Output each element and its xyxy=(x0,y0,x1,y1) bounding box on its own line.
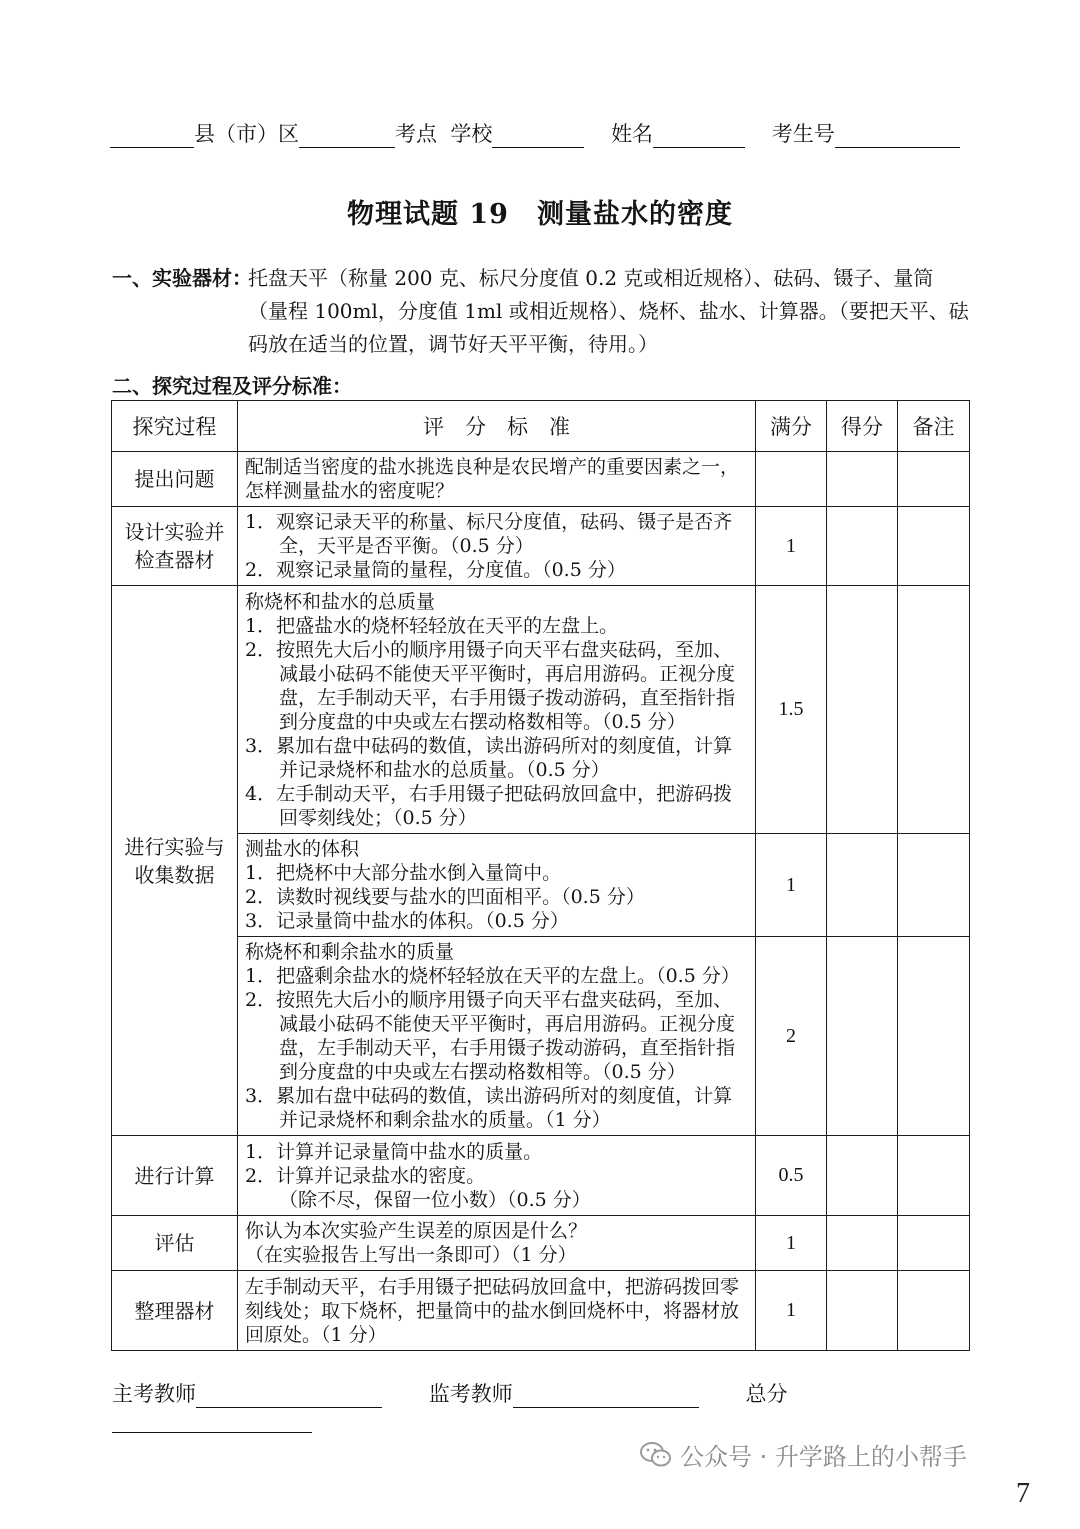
score-input-cell[interactable] xyxy=(827,507,898,586)
criteria-line: 1．把盛盐水的烧杯轻轻放在天平的左盘上。 xyxy=(245,614,619,637)
page-title: 物理试题 19 测量盐水的密度 xyxy=(347,199,733,230)
stage-cell: 设计实验并检查器材 xyxy=(112,507,238,586)
header-note: 备注 xyxy=(898,401,970,452)
header-full-score: 满分 xyxy=(756,401,827,452)
watermark-text: 公众号 · 升学路上的小帮手 xyxy=(680,1443,967,1471)
criteria-line: 左手制动天平，右手用镊子把砝码放回盒中，把游码拨回零刻线处；取下烧杯，把量筒中的盐水倒回烧杯中，将器材放回原处。（1 分） xyxy=(245,1275,740,1346)
scoring-table xyxy=(111,400,970,1351)
exam-site-label: 考点 xyxy=(395,122,437,146)
criteria-line: （在实验报告上写出一条即可）（1 分） xyxy=(245,1244,577,1266)
table-row xyxy=(112,937,970,1136)
note-cell[interactable] xyxy=(898,937,970,1136)
criteria-line: 1．计算并记录量筒中盐水的质量。 xyxy=(245,1140,543,1163)
criteria-cell xyxy=(238,937,756,1136)
criteria-heading: 测盐水的体积 xyxy=(245,838,360,860)
note-cell[interactable] xyxy=(898,1216,970,1271)
criteria-cell xyxy=(238,507,756,586)
school-blank[interactable] xyxy=(492,123,584,148)
criteria-line: 2．观察记录量筒的量程，分度值。（0.5 分） xyxy=(245,559,626,581)
note-cell[interactable] xyxy=(898,586,970,834)
header-score-got: 得分 xyxy=(827,401,898,452)
criteria-cell xyxy=(238,452,756,507)
criteria-heading: 称烧杯和盐水的总质量 xyxy=(245,590,436,613)
criteria-cell xyxy=(238,1216,756,1271)
table-row xyxy=(112,1271,970,1351)
criteria-line: 3．累加右盘中砝码的数值，读出游码所对的刻度值，计算并记录烧杯和盐水的总质量。（0.5 分） xyxy=(245,734,733,781)
school-label: 学校 xyxy=(450,122,493,146)
criteria-line: 你认为本次实验产生误差的原因是什么？ xyxy=(245,1220,588,1242)
criteria-cell xyxy=(238,834,756,937)
watermark xyxy=(640,1437,967,1475)
criteria-line: 1．把盛剩余盐水的烧杯轻轻放在天平的左盘上。（0.5 分） xyxy=(245,965,740,987)
score-input-cell[interactable] xyxy=(827,1271,898,1351)
equipment-label: 一、实验器材： xyxy=(112,266,252,290)
score-input-cell[interactable] xyxy=(827,452,898,507)
name-label: 姓名 xyxy=(611,122,654,146)
table-row xyxy=(112,586,970,834)
criteria-line: 3．累加右盘中砝码的数值，读出游码所对的刻度值，计算并记录烧杯和剩余盐水的质量。（1 分） xyxy=(245,1085,733,1131)
page-number: 7 xyxy=(1016,1478,1030,1509)
score-input-cell[interactable] xyxy=(827,834,898,937)
criteria-line: 2．按照先大后小的顺序用镊子向天平右盘夹砝码，至加、减最小砝码不能使天平平衡时，再启用游码。正视分度盘，左手制动天平，右手用镊子拨动游码，直至指针指到分度盘的中央或左右摆动格数相等。（0.5 分） xyxy=(245,638,736,733)
proctor-blank[interactable] xyxy=(513,1383,699,1408)
full-score-cell: 1 xyxy=(756,1216,827,1271)
full-score-cell: 0.5 xyxy=(756,1136,827,1216)
header-criteria: 评 分 标 准 xyxy=(238,401,756,452)
criteria-heading: 称烧杯和剩余盐水的质量 xyxy=(245,941,455,963)
candidate-info-line xyxy=(110,118,970,148)
stage-cell: 评估 xyxy=(112,1216,238,1271)
criteria-cell xyxy=(238,1271,756,1351)
chief-examiner-blank[interactable] xyxy=(196,1383,382,1408)
criteria-line: 3．记录量筒中盐水的体积。（0.5 分） xyxy=(245,910,569,932)
exam-site-blank[interactable] xyxy=(299,123,395,148)
stage-cell: 整理器材 xyxy=(112,1271,238,1351)
criteria-cell xyxy=(238,586,756,834)
county-label: 县（市）区 xyxy=(194,122,299,146)
criteria-cell xyxy=(238,1136,756,1216)
header-stage: 探究过程 xyxy=(112,401,238,452)
stage-cell: 进行计算 xyxy=(112,1136,238,1216)
table-row xyxy=(112,452,970,507)
stage-cell: 进行实验与收集数据 xyxy=(112,586,238,1136)
criteria-line: 4．左手制动天平，右手用镊子把砝码放回盒中，把游码拨回零刻线处；（0.5 分） xyxy=(245,782,733,829)
score-input-cell[interactable] xyxy=(827,1216,898,1271)
name-blank[interactable] xyxy=(653,123,745,148)
proctor-label: 监考教师 xyxy=(428,1382,513,1406)
candidate-no-label: 考生号 xyxy=(771,122,835,146)
full-score-cell: 1.5 xyxy=(756,586,827,834)
criteria-line: 1．把烧杯中大部分盐水倒入量筒中。 xyxy=(245,862,562,884)
table-row xyxy=(112,1136,970,1216)
score-input-cell[interactable] xyxy=(827,937,898,1136)
wechat-icon xyxy=(640,1441,672,1475)
table-row xyxy=(112,1216,970,1271)
full-score-cell: 1 xyxy=(756,834,827,937)
full-score-cell: 2 xyxy=(756,937,827,1136)
criteria-line: 2．读数时视线要与盐水的凹面相平。（0.5 分） xyxy=(245,886,645,908)
total-score-blank[interactable] xyxy=(112,1408,312,1433)
signature-line xyxy=(112,1378,972,1408)
table-row xyxy=(112,834,970,937)
stage-cell: 提出问题 xyxy=(112,452,238,507)
score-input-cell[interactable] xyxy=(827,586,898,834)
note-cell[interactable] xyxy=(898,1136,970,1216)
criteria-line: 2．按照先大后小的顺序用镊子向天平右盘夹砝码，至加、减最小砝码不能使天平平衡时，再启用游码。正视分度盘，左手制动天平，右手用镊子拨动游码，直至指针指到分度盘的中央或左右摆动格数相等。（0.5 分） xyxy=(245,989,736,1083)
equipment-section xyxy=(112,262,972,361)
criteria-line: 2．计算并记录盐水的密度。 xyxy=(245,1164,486,1187)
score-input-cell[interactable] xyxy=(827,1136,898,1216)
note-cell[interactable] xyxy=(898,507,970,586)
criteria-line: 1．观察记录天平的称量、标尺分度值，砝码、镊子是否齐全，天平是否平衡。（0.5 分） xyxy=(245,511,733,557)
note-cell[interactable] xyxy=(898,1271,970,1351)
procedure-section-label: 二、探究过程及评分标准： xyxy=(112,374,352,398)
county-blank[interactable] xyxy=(110,123,194,148)
table-header-row xyxy=(112,401,970,452)
full-score-cell xyxy=(756,452,827,507)
full-score-cell: 1 xyxy=(756,507,827,586)
criteria-line: （除不尽，保留一位小数）（0.5 分） xyxy=(279,1188,591,1211)
table-row xyxy=(112,507,970,586)
note-cell[interactable] xyxy=(898,452,970,507)
candidate-no-blank[interactable] xyxy=(835,123,960,148)
full-score-cell: 1 xyxy=(756,1271,827,1351)
chief-examiner-label: 主考教师 xyxy=(112,1382,196,1406)
equipment-text: 托盘天平（称量 200 克、标尺分度值 0.2 克或相近规格）、砝码、镊子、量筒（量程 100ml，分度值 1ml 或相近规格）、烧杯、盐水、计算器。（要把天平、砝码放在适当的位置，调节好天平平衡，待用。） xyxy=(248,266,969,356)
note-cell[interactable] xyxy=(898,834,970,937)
total-score-label: 总分 xyxy=(745,1382,788,1406)
criteria-line: 配制适当密度的盐水挑选良种是农民增产的重要因素之一，怎样测量盐水的密度呢？ xyxy=(245,456,740,502)
